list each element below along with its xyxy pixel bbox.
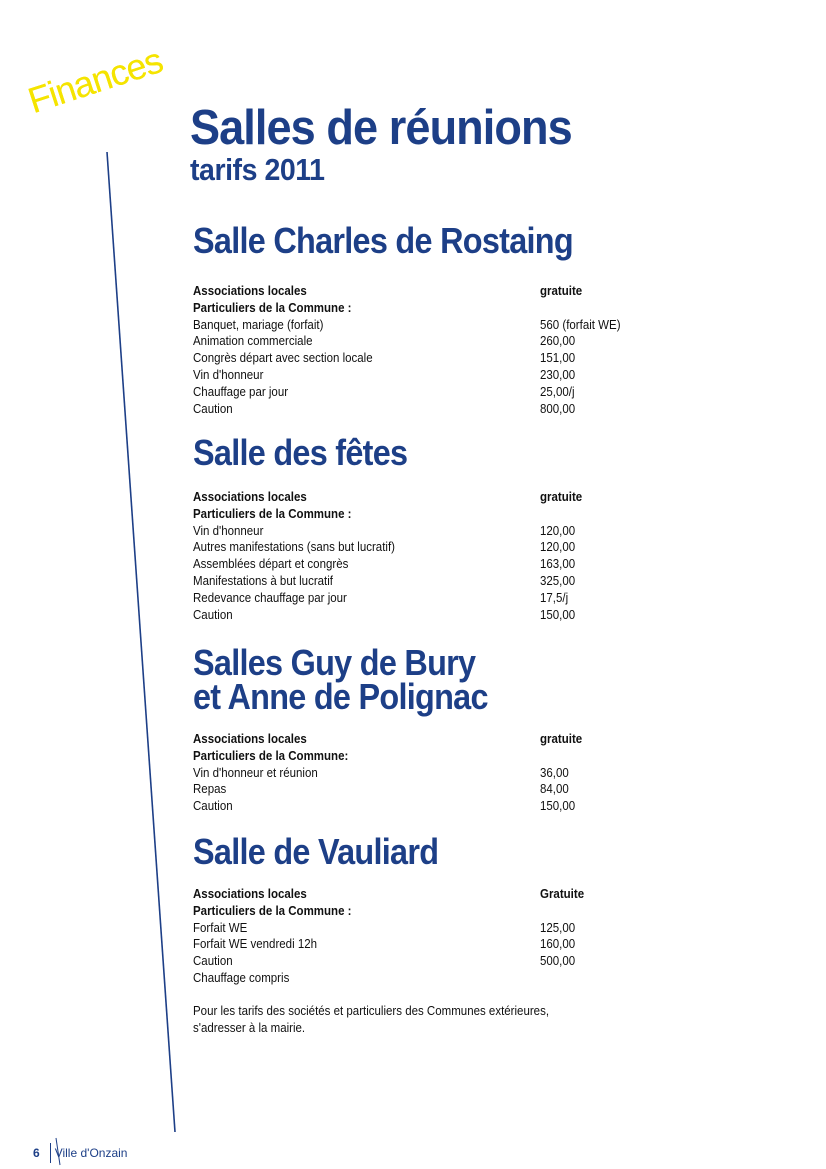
row-value: Gratuite [540,887,585,901]
price-row [193,903,653,920]
row-value: 36,00 [540,765,569,780]
room-title-line: Salles Guy de Bury [193,642,476,683]
row-label: Vin d'honneur et réunion [193,765,318,780]
row-label: Particuliers de la Commune : [193,506,352,521]
room-title-line: et Anne de Polignac [193,676,488,717]
row-label: Associations locales [193,490,307,504]
row-label: Animation commerciale [193,334,313,349]
row-value: 163,00 [540,557,576,572]
row-value: gratuite [540,284,583,298]
row-label: Autres manifestations (sans but lucratif) [193,540,395,555]
price-row [193,333,653,350]
price-row [193,765,653,782]
footer-town-name: Ville d'Onzain [50,1143,128,1163]
row-value: 160,00 [540,937,576,952]
page-footer [33,1143,127,1163]
price-row [193,300,653,317]
row-label: Redevance chauffage par jour [193,590,347,605]
row-label: Repas [193,782,227,797]
row-label: Forfait WE vendredi 12h [193,937,318,952]
room-section-charles-de-rostaing [193,220,653,417]
row-value: 150,00 [540,799,576,814]
row-label: Caution [193,401,233,416]
price-row [193,523,653,540]
row-label: Caution [193,799,233,814]
row-label: Associations locales [193,284,307,298]
price-list [193,489,653,623]
price-row [193,920,653,937]
row-value: 17,5/j [540,590,569,605]
price-row [193,748,653,765]
price-row [193,506,653,523]
row-label: Caution [193,954,233,969]
price-row [193,367,653,384]
price-row [193,283,653,300]
price-row [193,401,653,418]
price-row [193,384,653,401]
room-title [193,642,607,717]
price-row [193,970,653,987]
note-line: Pour les tarifs des sociétés et particuliers des Communes extérieures, [193,1004,550,1018]
price-list [193,283,653,417]
row-value: 151,00 [540,351,576,366]
page-subtitle: tarifs 2011 [190,152,325,187]
room-title [193,831,607,872]
section-tag-finances: Finances [23,39,168,122]
price-row [193,607,653,624]
row-value: 150,00 [540,607,576,622]
row-value: 560 (forfait WE) [540,317,621,332]
price-row [193,573,653,590]
price-row [193,781,653,798]
row-label: Associations locales [193,887,307,901]
price-row [193,953,653,970]
row-value: gratuite [540,490,583,504]
price-row [193,539,653,556]
row-label: Vin d'honneur [193,367,264,382]
row-label: Particuliers de la Commune : [193,903,352,918]
price-list [193,886,653,987]
price-list [193,731,653,815]
row-label: Manifestations à but lucratif [193,573,333,588]
room-title-line: Salle de Vauliard [193,831,439,872]
row-value: 500,00 [540,954,576,969]
row-label: Associations locales [193,732,307,746]
price-row [193,798,653,815]
room-section-salle-de-vauliard [193,831,653,987]
price-row [193,489,653,506]
room-title-line: Salle des fêtes [193,432,408,473]
row-value: gratuite [540,732,583,746]
row-value: 25,00/j [540,384,575,399]
price-row [193,556,653,573]
row-value: 260,00 [540,334,576,349]
price-row [193,936,653,953]
page-number: 6 [33,1146,40,1160]
row-value: 84,00 [540,782,569,797]
row-label: Assemblées départ et congrès [193,557,349,572]
row-label: Caution [193,607,233,622]
room-section-guy-de-bury-anne-de-polignac [193,642,653,815]
price-row [193,350,653,367]
note-line: s'adresser à la mairie. [193,1021,306,1035]
row-value: 800,00 [540,401,576,416]
row-label: Congrès départ avec section locale [193,351,373,366]
row-value: 230,00 [540,367,576,382]
price-row [193,886,653,903]
row-label: Forfait WE [193,920,248,935]
row-label: Particuliers de la Commune: [193,748,349,763]
row-label: Vin d'honneur [193,523,264,538]
room-title [193,432,607,473]
price-row [193,317,653,334]
row-label: Banquet, mariage (forfait) [193,317,324,332]
room-title [193,220,607,261]
room-title-line: Salle Charles de Rostaing [193,220,573,261]
row-value: 125,00 [540,920,576,935]
row-value: 120,00 [540,540,576,555]
price-row [193,590,653,607]
row-value: 120,00 [540,523,576,538]
row-value: 325,00 [540,573,576,588]
room-section-salle-des-fetes [193,432,653,623]
row-label: Chauffage compris [193,970,290,985]
row-label: Particuliers de la Commune : [193,300,352,315]
page-title: Salles de réunions [190,101,572,155]
row-label: Chauffage par jour [193,384,289,399]
external-rates-note [193,1003,579,1037]
price-row [193,731,653,748]
